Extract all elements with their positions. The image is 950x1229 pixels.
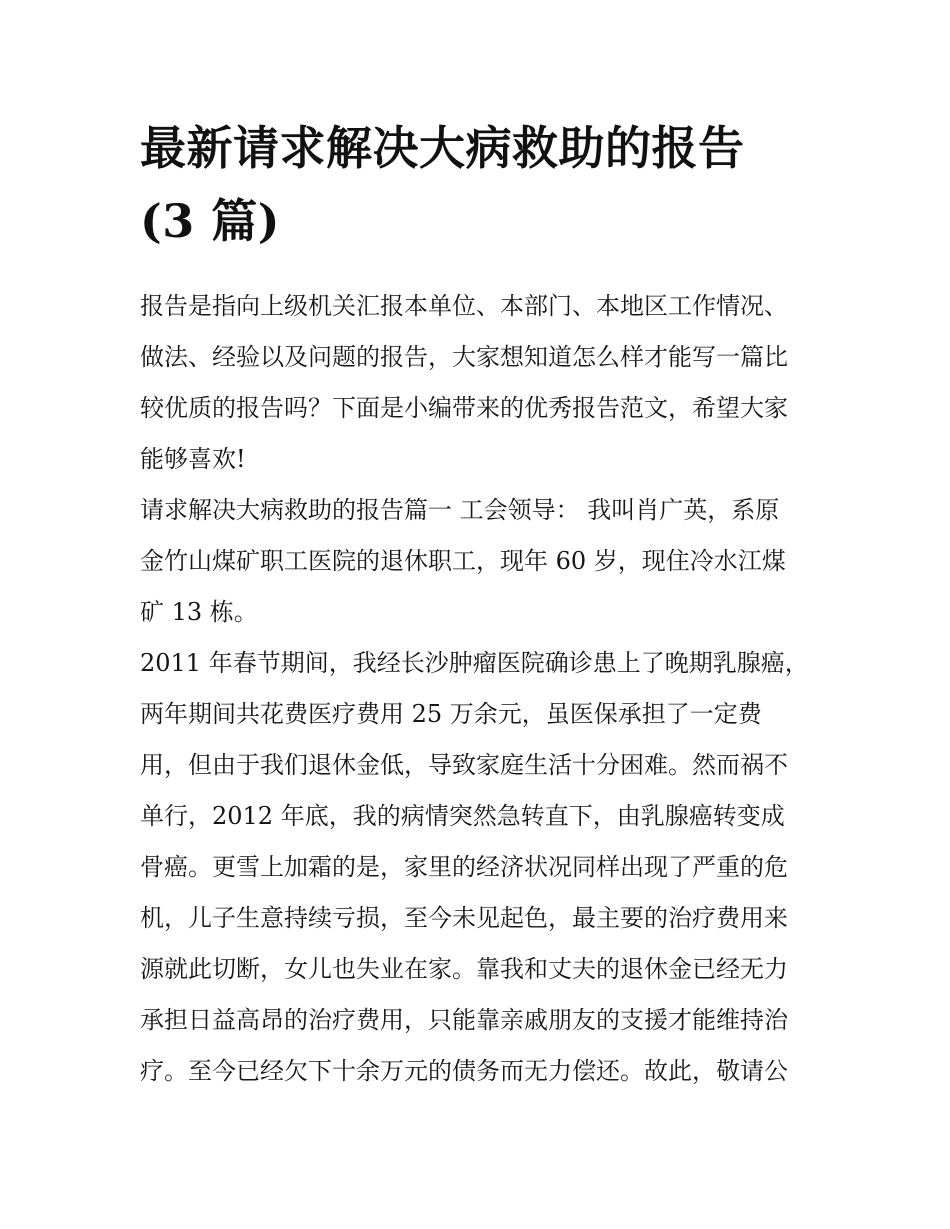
- text-line: 机，儿子生意持续亏损，至今未见起色，最主要的治疗费用来: [140, 904, 788, 932]
- paragraph-letter-opening: [140, 485, 830, 638]
- text-line: 两年期间共花费医疗费用 25 万余元，虽医保承担了一定费: [140, 700, 762, 728]
- text-line: 承担日益高昂的治疗费用，只能靠亲戚朋友的支援才能维持治: [140, 1006, 788, 1034]
- text-line: 矿 13 栋。: [140, 598, 258, 626]
- document-title: [140, 112, 820, 258]
- title-line: 最新请求解决大病救助的报告: [140, 121, 745, 175]
- text-line: 用，但由于我们退休金低，导致家庭生活十分困难。然而祸不: [140, 751, 788, 779]
- paragraph-illness-details: [140, 638, 830, 1097]
- text-line: 单行，2012 年底，我的病情突然急转直下，由乳腺癌转变成: [140, 802, 785, 830]
- text-line: 能够喜欢!: [140, 445, 246, 473]
- paragraph-intro: [140, 281, 830, 485]
- document-body: [140, 281, 830, 1097]
- text-line: 报告是指向上级机关汇报本单位、本部门、本地区工作情况、: [140, 292, 788, 320]
- text-line: 请求解决大病救助的报告篇一 工会领导： 我叫肖广英，系原: [140, 496, 780, 524]
- text-line: 疗。至今已经欠下十余万元的债务而无力偿还。故此，敬请公: [140, 1057, 788, 1085]
- text-line: 较优质的报告吗？下面是小编带来的优秀报告范文，希望大家: [140, 394, 788, 422]
- text-line: 骨癌。更雪上加霜的是，家里的经济状况同样出现了严重的危: [140, 853, 788, 881]
- text-line: 源就此切断，女儿也失业在家。靠我和丈夫的退休金已经无力: [140, 955, 788, 983]
- text-line: 做法、经验以及问题的报告，大家想知道怎么样才能写一篇比: [140, 343, 788, 371]
- title-line: (3 篇): [140, 194, 281, 248]
- text-line: 2011 年春节期间，我经长沙肿瘤医院确诊患上了晚期乳腺癌，: [140, 649, 809, 677]
- text-line: 金竹山煤矿职工医院的退休职工，现年 60 岁，现住冷水江煤: [140, 547, 786, 575]
